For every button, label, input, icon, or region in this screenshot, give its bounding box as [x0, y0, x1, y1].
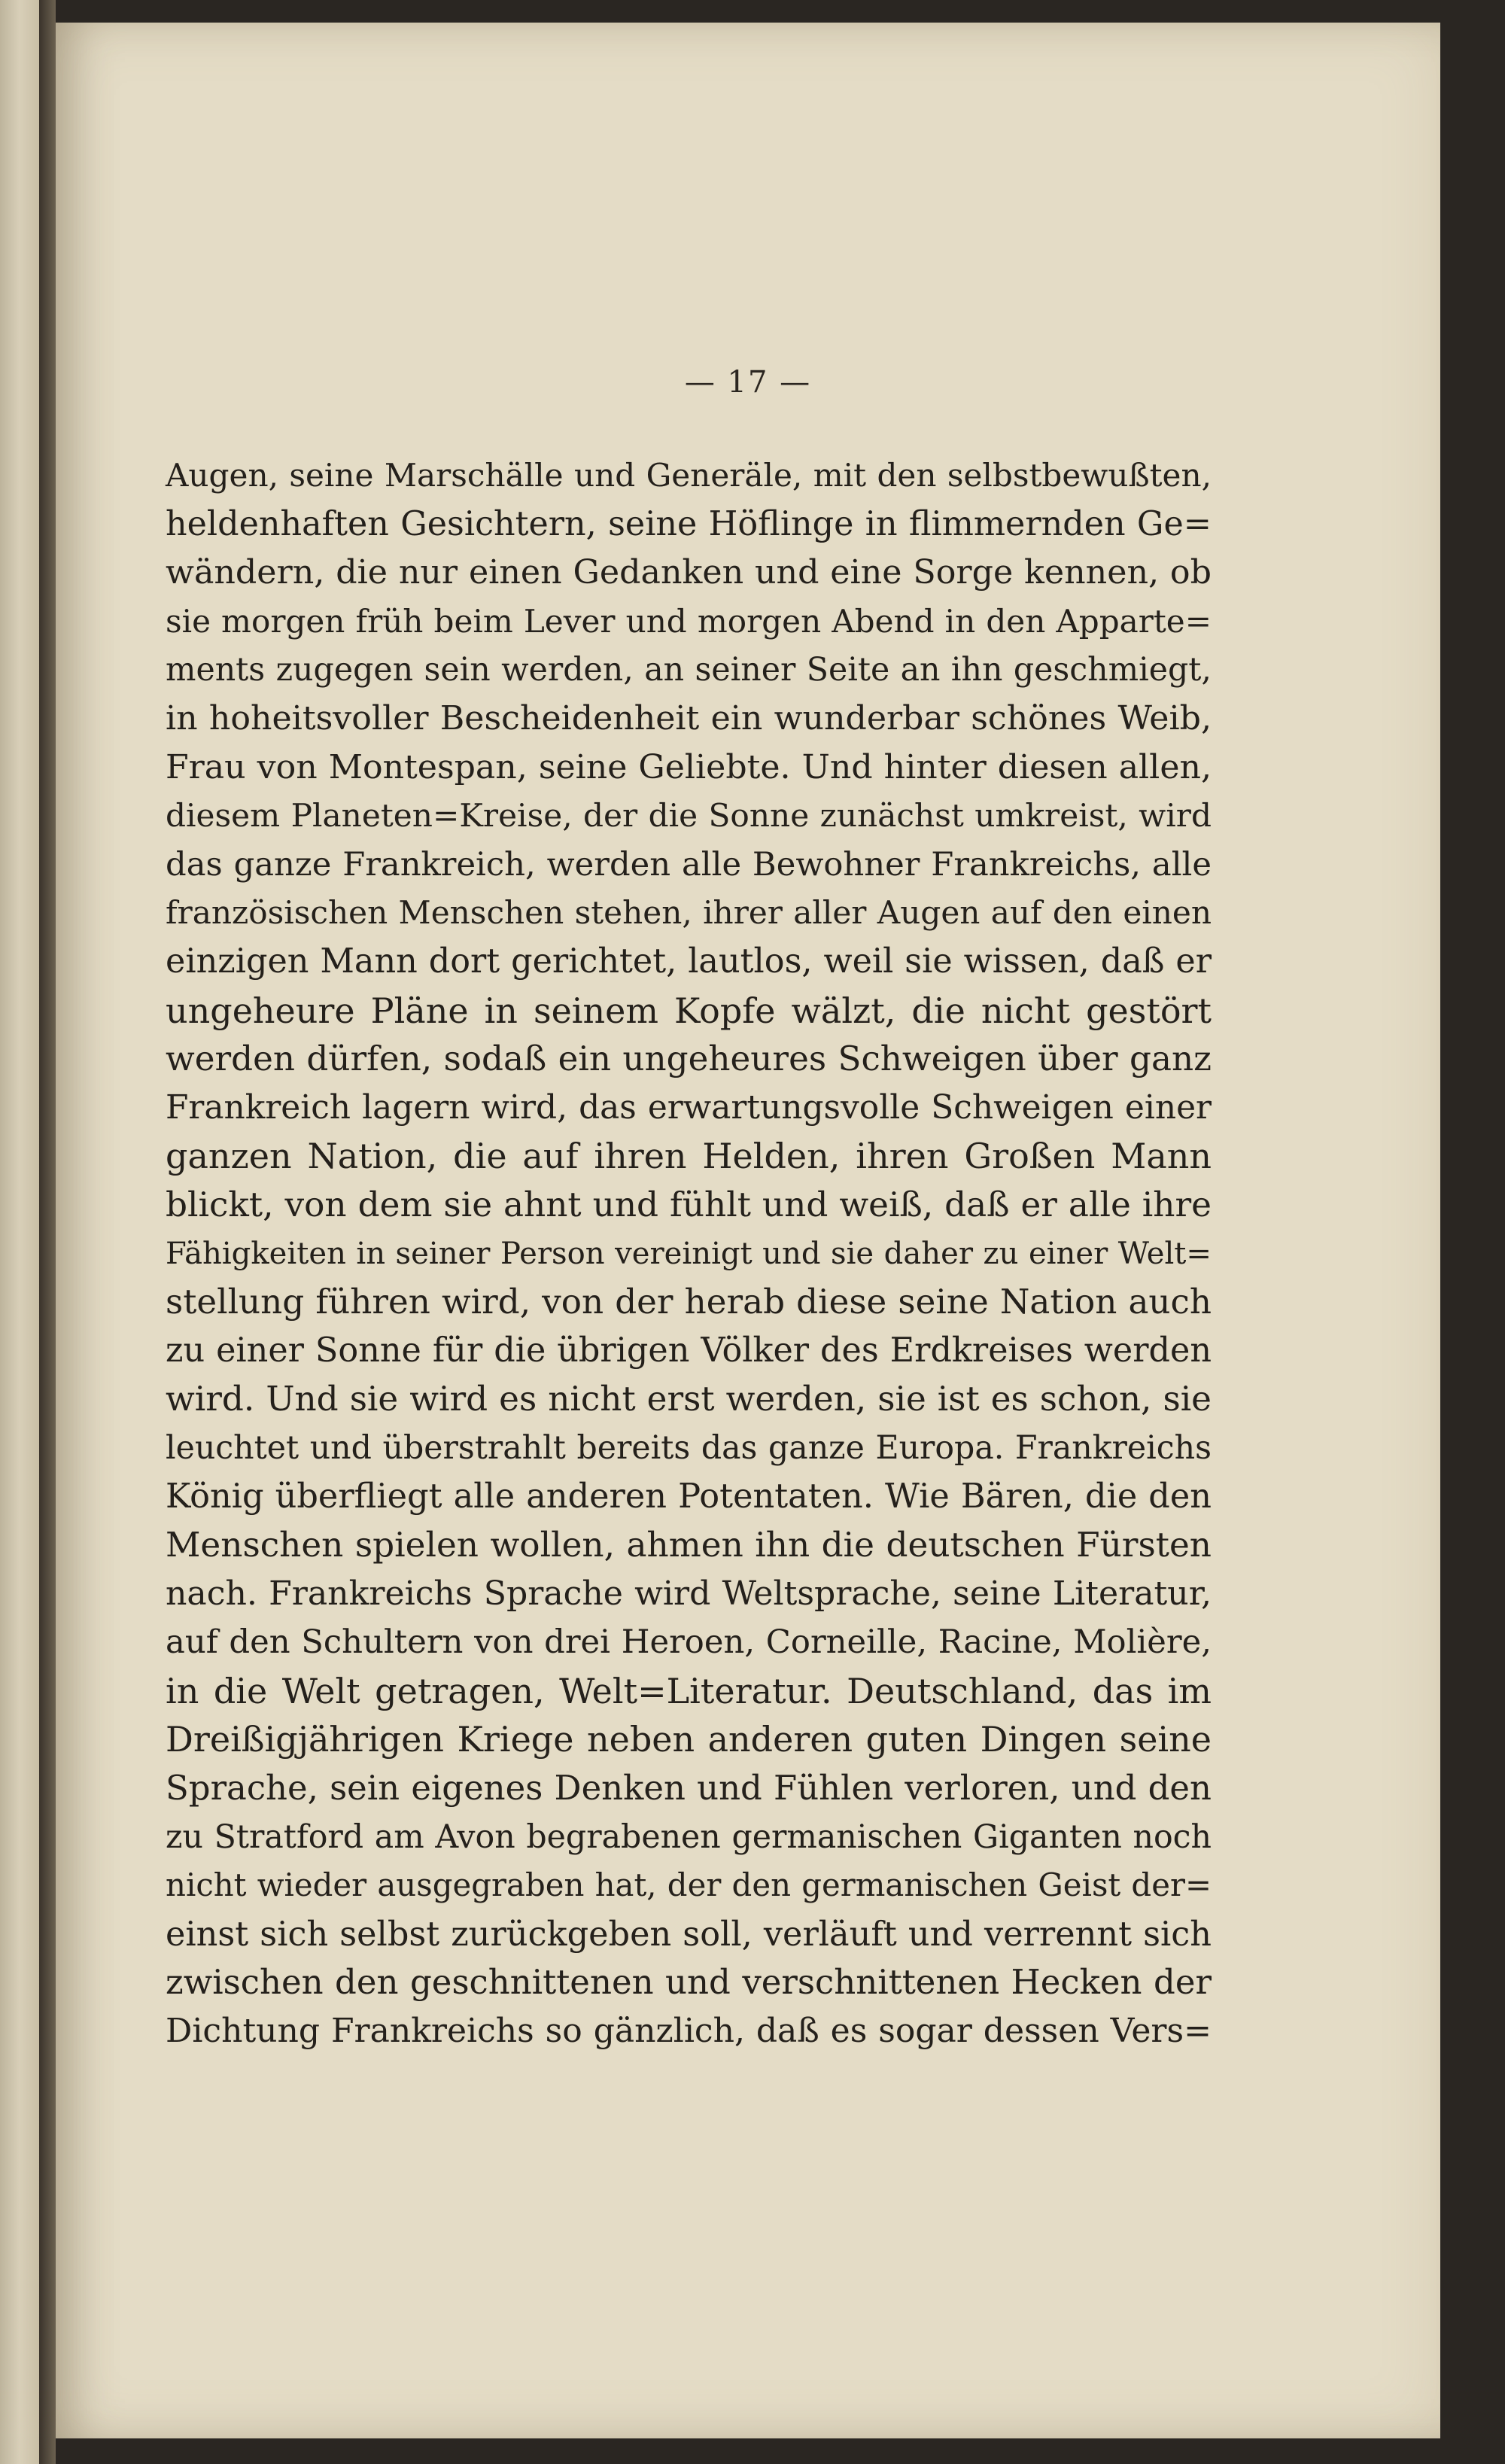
text-line: Sprache, sein eigenes Denken und Fühlen verloren, und den: [166, 1768, 1212, 1808]
text-line: Menschen spielen wollen, ahmen ihn die deutschen Fürsten: [166, 1525, 1212, 1565]
text-line: einzigen Mann dort gerichtet, lautlos, weil sie wissen, daß er: [166, 941, 1212, 981]
left-page-edge: [0, 0, 39, 2464]
text-line: sie morgen früh beim Lever und morgen Abend in den Apparte=: [166, 602, 1212, 640]
text-line: Dichtung Frankreichs so gänzlich, daß es sogar dessen Vers=: [166, 2012, 1212, 2050]
text-line: Frankreich lagern wird, das erwartungsvolle Schweigen einer: [166, 1088, 1212, 1127]
text-line: König überfliegt alle anderen Potentaten. Wie Bären, die den: [166, 1477, 1212, 1516]
text-line: wändern, die nur einen Gedanken und eine Sorge kennen, ob: [166, 553, 1212, 592]
text-line: einst sich selbst zurückgeben soll, verläuft und verrennt sich: [166, 1914, 1212, 1954]
text-line: das ganze Frankreich, werden alle Bewohner Frankreichs, alle: [166, 845, 1212, 884]
text-line: zu einer Sonne für die übrigen Völker des Erdkreises werden: [166, 1331, 1212, 1370]
text-line: diesem Planeten=Kreise, der die Sonne zunächst umkreist, wird: [166, 797, 1212, 835]
text-line: leuchtet und überstrahlt bereits das ganze Europa. Frankreichs: [166, 1428, 1212, 1467]
text-line: Dreißigjährigen Kriege neben anderen guten Dingen seine: [166, 1719, 1212, 1760]
book-page: [56, 23, 1440, 2438]
text-line: nicht wieder ausgegraben hat, der den germanischen Geist der=: [166, 1866, 1212, 1904]
text-line: zwischen den geschnittenen und verschnittenen Hecken der: [166, 1962, 1212, 2003]
text-line: Augen, seine Marschälle und Generäle, mit den selbstbewußten,: [166, 457, 1212, 494]
text-line: stellung führen wird, von der herab diese seine Nation auch: [166, 1282, 1212, 1322]
text-line: Fähigkeiten in seiner Person vereinigt und sie daher zu einer Welt=: [166, 1236, 1212, 1271]
text-line: auf den Schultern von drei Heroen, Corneille, Racine, Molière,: [166, 1623, 1212, 1662]
text-line: werden dürfen, sodaß ein ungeheures Schweigen über ganz: [166, 1039, 1212, 1079]
text-line: ganzen Nation, die auf ihren Helden, ihren Großen Mann: [166, 1136, 1212, 1177]
text-line: Frau von Montespan, seine Geliebte. Und hinter diesen allen,: [166, 747, 1212, 786]
text-line: nach. Frankreichs Sprache wird Weltsprache, seine Literatur,: [166, 1574, 1212, 1613]
text-line: wird. Und sie wird es nicht erst werden, sie ist es schon, sie: [166, 1379, 1212, 1419]
text-line: in hoheitsvoller Bescheidenheit ein wunderbar schönes Weib,: [166, 698, 1212, 738]
text-line: ungeheure Pläne in seinem Kopfe wälzt, die nicht gestört: [166, 990, 1212, 1031]
text-line: französischen Menschen stehen, ihrer aller Augen auf den einen: [166, 894, 1212, 932]
text-line: blickt, von dem sie ahnt und fühlt und weiß, daß er alle ihre: [166, 1184, 1212, 1224]
text-line: heldenhaften Gesichtern, seine Höflinge in flimmernden Ge=: [166, 504, 1212, 543]
text-line: in die Welt getragen, Welt=Literatur. Deutschland, das im: [166, 1670, 1212, 1711]
body-text: [166, 452, 1212, 2056]
text-line: ments zugegen sein werden, an seiner Seite an ihn geschmiegt,: [166, 651, 1212, 689]
page-number: — 17 —: [684, 365, 812, 400]
book-spine-shadow: [39, 0, 56, 2464]
text-line: zu Stratford am Avon begrabenen germanischen Giganten noch: [166, 1818, 1212, 1856]
